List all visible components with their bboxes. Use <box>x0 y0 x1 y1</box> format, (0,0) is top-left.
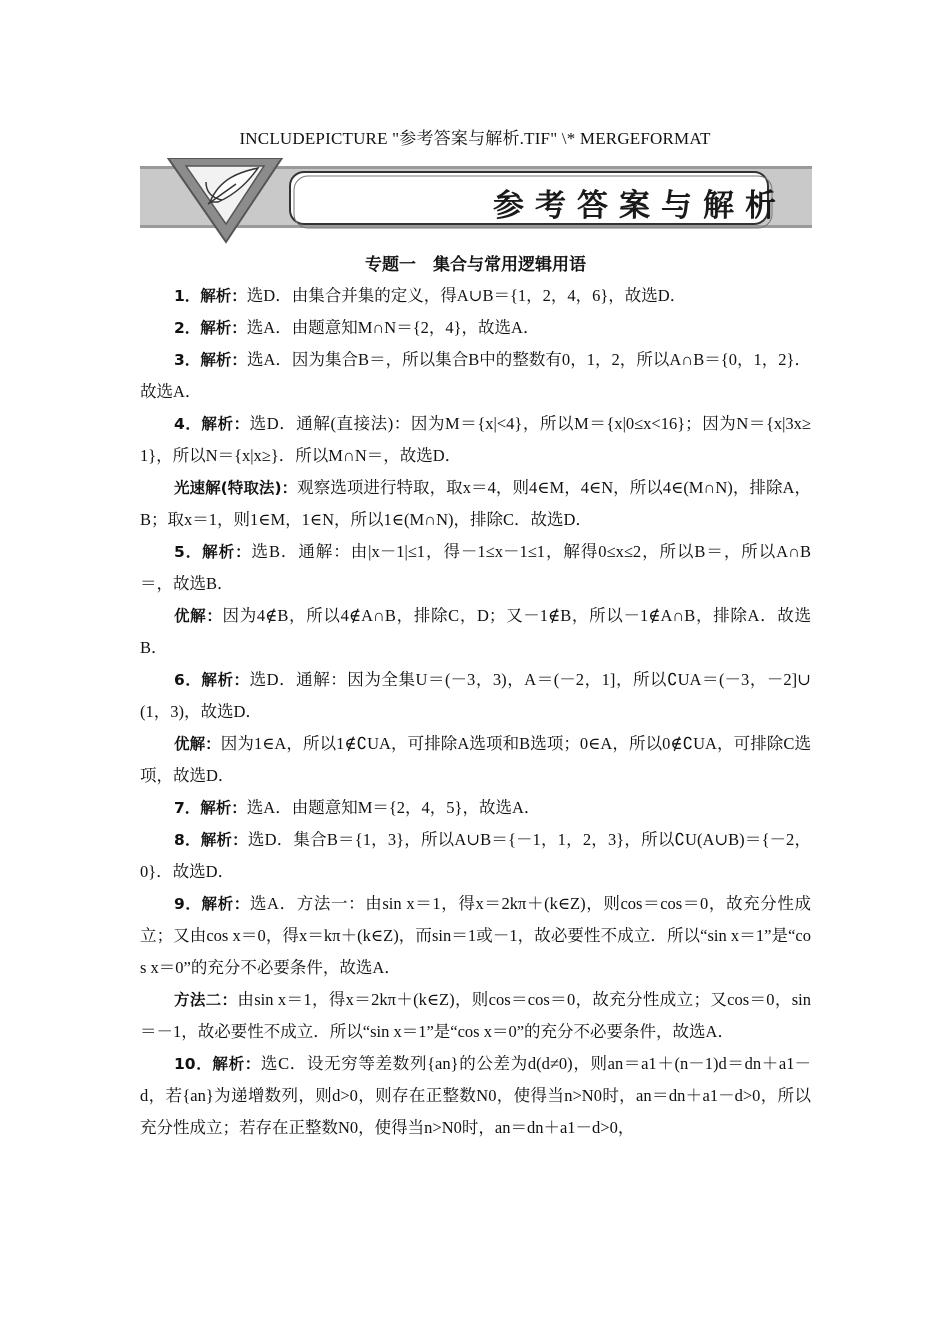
paragraph-text: 选D．通解：因为全集U＝(－3，3)，A＝(－2，1]，所以∁UA＝(－3，－2]∪(1，3)，故选D． <box>140 670 811 721</box>
paragraph-text: 选A．因为集合B＝，所以集合B中的整数有0，1，2，所以A∩B＝{0，1，2}．故选A． <box>140 350 811 401</box>
paragraph-lead: 1．解析： <box>174 287 247 305</box>
answer-paragraph <box>140 1048 811 1144</box>
answer-paragraph <box>140 344 811 408</box>
answer-paragraph <box>140 600 811 664</box>
paragraph-text: 选A．由题意知M＝{2，4，5}，故选A． <box>246 798 541 817</box>
paragraph-lead: 10．解析： <box>174 1055 261 1073</box>
paragraph-lead: 9．解析： <box>174 895 250 913</box>
paragraph-text: 选C．设无穷等差数列{an}的公差为d(d≠0)，则an＝a1＋(n－1)d＝dn＋a1－d，若{an}为递增数列，则d>0，则存在正整数N0，使得当n>N0时，an＝dn＋a1－d>0，所以充分性成立；若存在正整数N0，使得当n>N0时，an＝dn＋a1－d>0， <box>140 1054 811 1137</box>
answer-paragraph <box>140 280 811 312</box>
paragraph-lead: 方法二： <box>174 991 238 1009</box>
header-banner <box>140 158 812 250</box>
paragraph-lead: 2．解析： <box>174 319 247 337</box>
answer-paragraph <box>140 664 811 728</box>
paragraph-text: 选D．集合B＝{1，3}，所以A∪B＝{－1，1，2，3}，所以∁U(A∪B)＝{－2，0}．故选D． <box>140 830 811 881</box>
paragraph-text: 选A．由题意知M∩N＝{2，4}，故选A． <box>246 318 540 337</box>
answer-paragraph <box>140 888 811 984</box>
paragraph-text: 因为4∉B，所以4∉A∩B，排除C，D；又－1∉B，所以－1∉A∩B，排除A．故选B． <box>140 606 811 657</box>
answer-paragraph <box>140 984 811 1048</box>
answer-paragraph <box>140 472 811 536</box>
paragraph-lead: 6．解析： <box>174 671 250 689</box>
answer-paragraph <box>140 408 811 472</box>
paragraph-lead: 8．解析： <box>174 831 248 849</box>
answer-paragraph <box>140 824 811 888</box>
paragraph-lead: 优解： <box>174 735 221 753</box>
paragraph-lead: 4．解析： <box>174 415 250 433</box>
answer-content <box>140 248 811 1144</box>
paragraph-text: 选D．由集合并集的定义，得A∪B＝{1，2，4，6}，故选D． <box>246 286 687 305</box>
paragraph-lead: 7．解析： <box>174 799 247 817</box>
paragraph-text: 由sin x＝1，得x＝2kπ＋(k∈Z)，则cos＝cos＝0，故充分性成立；又cos＝0，sin＝－1，故必要性不成立．所以“sin x＝1”是“cos x＝0”的充分不必要条件，故选A． <box>140 990 811 1041</box>
paragraph-lead: 5．解析： <box>174 543 252 561</box>
paragraph-text: 因为1∈A，所以1∉∁UA，可排除A选项和B选项；0∈A，所以0∉∁UA，可排除C选项，故选D． <box>140 734 811 785</box>
paragraph-lead: 3．解析： <box>174 351 247 369</box>
paragraph-text: 观察选项进行特取，取x＝4，则4∈M，4∈N，所以4∈(M∩N)，排除A，B；取x＝1，则1∈M，1∈N，所以1∈(M∩N)，排除C．故选D． <box>140 478 811 529</box>
banner-title: 参考答案与解析 <box>493 188 787 224</box>
paragraph-text: 选B．通解：由|x－1|≤1，得－1≤x－1≤1，解得0≤x≤2，所以B＝，所以A∩B＝，故选B． <box>140 542 811 593</box>
answer-paragraph <box>140 792 811 824</box>
section-title: 专题一 集合与常用逻辑用语 <box>365 255 586 275</box>
answer-paragraph <box>140 728 811 792</box>
answer-paragraph <box>140 536 811 600</box>
paragraph-text: 选A．方法一：由sin x＝1，得x＝2kπ＋(k∈Z)，则cos＝cos＝0，故充分性成立；又由cos x＝0，得x＝kπ＋(k∈Z)，而sin＝1或－1，故必要性不成立．所以“sin x＝1”是“cos x＝0”的充分不必要条件，故选A． <box>140 894 811 977</box>
paragraph-lead: 光速解(特取法)： <box>174 479 298 497</box>
paragraph-lead: 优解： <box>174 607 223 625</box>
answer-paragraph <box>140 312 811 344</box>
include-picture-field-code: INCLUDEPICTURE "参考答案与解析.TIF" \* MERGEFORMAT <box>239 129 711 148</box>
paragraph-text: 选D．通解(直接法)：因为M＝{x|<4}，所以M＝{x|0≤x<16}；因为N＝{x|3x≥1}，所以N＝{x|x≥}．所以M∩N＝，故选D． <box>140 414 811 465</box>
